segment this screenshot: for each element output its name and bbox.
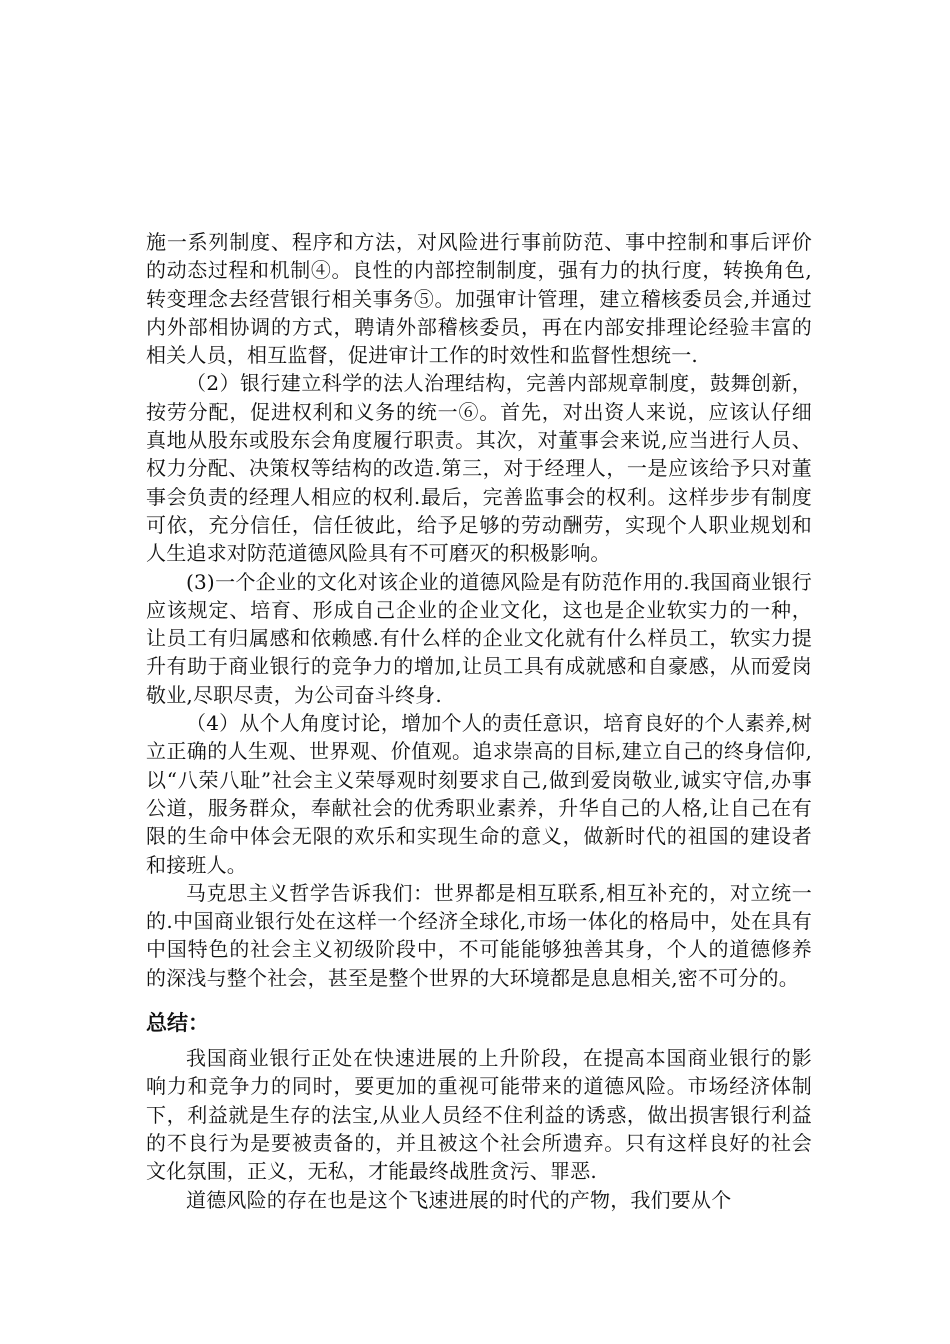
paragraph-corporate-culture: (3)一个企业的文化对该企业的道德风险是有防范作用的.我国商业银行应该规定、培育、形成自己企业的企业文化，这也是企业软实力的一种，让员工有归属感和依赖感.有什么样的企业文化就有什么样员工，软实力提升有助于商业银行的竞争力的增加,让员工具有成就感和自豪感，从而爱岗敬业,尽职尽责，为公司奋斗终身. bbox=[146, 569, 812, 707]
paragraph-personal-responsibility: （4）从个人角度讨论，增加个人的责任意识，培育良好的个人素养,树立正确的人生观、世界观、价值观。追求崇高的目标,建立自己的终身信仰,以“八荣八耻”社会主义荣辱观时刻要求自己,做到爱岗敬业,诚实守信,办事公道，服务群众，奉献社会的优秀职业素养，升华自己的人格,让自己在有限的生命中体会无限的欢乐和实现生命的意义，做新时代的祖国的建设者和接班人。 bbox=[146, 711, 812, 877]
document-body bbox=[146, 228, 812, 1214]
paragraph-moral-risk: 道德风险的存在也是这个飞速进展的时代的产物，我们要从个 bbox=[186, 1187, 732, 1212]
paragraph-marxist-philosophy: 马克思主义哲学告诉我们：世界都是相互联系,相互补充的，对立统一的.中国商业银行处在这样一个经济全球化,市场一体化的格局中，处在具有中国特色的社会主义初级阶段中，不可能能够独善其身，个人的道德修养的深浅与整个社会，甚至是整个世界的大环境都是息息相关,密不可分的。 bbox=[146, 880, 812, 990]
paragraph-corporate-governance: （2）银行建立科学的法人治理结构，完善内部规章制度，鼓舞创新，按劳分配，促进权利和义务的统一⑥。首先，对出资人来说，应该认仔细真地从股东或股东会角度履行职责。其次，对董事会来说,应当进行人员、权力分配、决策权等结构的改造.第三，对于经理人，一是应该给予只对董事会负责的经理人相应的权利.最后，完善监事会的权利。这样步步有制度可依，充分信任，信任彼此，给予足够的劳动酬劳，实现个人职业规划和人生追求对防范道德风险具有不可磨灭的积极影响。 bbox=[146, 371, 812, 566]
section-heading-summary: 总结： bbox=[146, 1011, 209, 1036]
paragraph-summary: 我国商业银行正处在快速进展的上升阶段，在提高本国商业银行的影响力和竞争力的同时，要更加的重视可能带来的道德风险。市场经济体制下，利益就是生存的法宝,从业人员经不住利益的诱惑，做出损害银行利益的不良行为是要被责备的，并且被这个社会所遗弃。只有这样良好的社会文化氛围，正义，无私，才能最终战胜贪污、罪恶. bbox=[146, 1046, 812, 1184]
paragraph-internal-control: 施一系列制度、程序和方法，对风险进行事前防范、事中控制和事后评价的动态过程和机制④。良性的内部控制制度，强有力的执行度，转换角色,转变理念去经营银行相关事务⑤。加强审计管理，建立稽核委员会,并通过内外部相协调的方式，聘请外部稽核委员，再在内部安排理论经验丰富的相关人员，相互监督，促进审计工作的时效性和监督性想统一. bbox=[146, 230, 812, 368]
